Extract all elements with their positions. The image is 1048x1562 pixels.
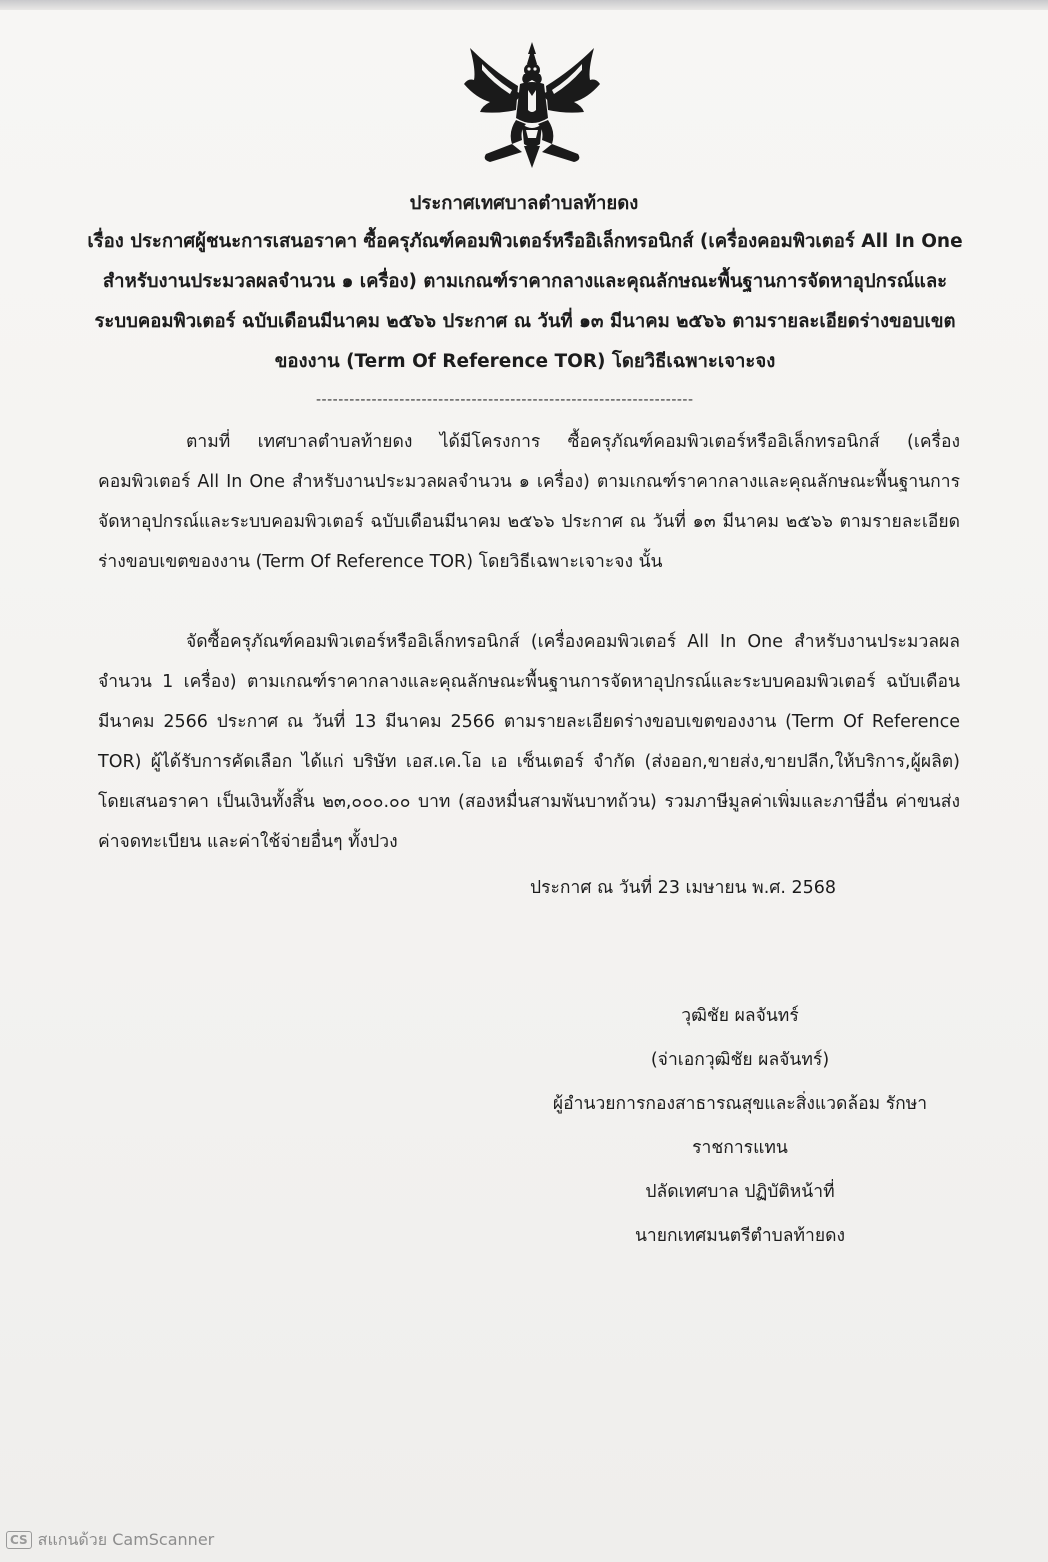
- signer-position-2: ราชการแทน: [692, 1138, 788, 1158]
- camscanner-watermark: [6, 1526, 214, 1554]
- signer-full-name: (จ่าเอกวุฒิชัย ผลจันทร์): [650, 1050, 830, 1070]
- signer-name: วุฒิชัย ผลจันทร์: [681, 1006, 799, 1026]
- garuda-emblem: [462, 40, 602, 172]
- scan-top-edge: [0, 0, 1048, 10]
- section-divider: --------------------------------------------------------------------: [316, 392, 694, 408]
- body-paragraph-2: จัดซื้อครุภัณฑ์คอมพิวเตอร์หรืออิเล็กทรอนิกส์ (เครื่องคอมพิวเตอร์ All In One สำหรับงานประมวลผลจำนวน 1 เครื่อง) ตามเกณฑ์ราคากลางและคุณลักษณะพื้นฐานการจัดหาอุปกรณ์และระบบคอมพิวเตอร์ ฉบับเดือนมีนาคม 2566 ประกาศ ณ วันที่ 13 มีนาคม 2566 ตามรายละเอียดร่างขอบเขตของงาน (Term Of Reference TOR) ผู้ได้รับการคัดเลือก ได้แก่ บริษัท เอส.เค.โอ เอ เซ็นเตอร์ จำกัด (ส่งออก,ขายส่ง,ขายปลีก,ให้บริการ,ผู้ผลิต) โดยเสนอราคา เป็นเงินทั้งสิ้น ๒๓,๐๐๐.๐๐ บาท (สองหมื่นสามพันบาทถ้วน) รวมภาษีมูลค่าเพิ่มและภาษีอื่น ค่าขนส่ง ค่าจดทะเบียน และค่าใช้จ่ายอื่นๆ ทั้งปวง: [98, 632, 960, 852]
- office-title: ประกาศเทศบาลตำบลท้ายดง: [409, 193, 639, 214]
- body-paragraph-1: ตามที่ เทศบาลตำบลท้ายดง ได้มีโครงการ ซื้อครุภัณฑ์คอมพิวเตอร์หรืออิเล็กทรอนิกส์ (เครื่องคอมพิวเตอร์ All In One สำหรับงานประมวลผลจำนวน ๑ เครื่อง) ตามเกณฑ์ราคากลางและคุณลักษณะพื้นฐานการจัดหาอุปกรณ์และระบบคอมพิวเตอร์ ฉบับเดือนมีนาคม ๒๕๖๖ ประกาศ ณ วันที่ ๑๓ มีนาคม ๒๕๖๖ ตามรายละเอียดร่างขอบเขตของงาน (Term Of Reference TOR) โดยวิธีเฉพาะเจาะจง นั้น: [98, 432, 960, 572]
- signer-position-1: ผู้อำนวยการกองสาธารณสุขและสิ่งแวดล้อม รักษา: [552, 1094, 928, 1114]
- camscanner-text: สแกนด้วย CamScanner: [37, 1529, 215, 1549]
- signature-block: [520, 994, 960, 1258]
- announcement-subject: เรื่อง ประกาศผู้ชนะการเสนอราคา ซื้อครุภัณฑ์คอมพิวเตอร์หรืออิเล็กทรอนิกส์ (เครื่องคอมพิวเตอร์ All In One สำหรับงานประมวลผลจำนวน ๑ เครื่อง) ตามเกณฑ์ราคากลางและคุณลักษณะพื้นฐานการจัดหาอุปกรณ์และระบบคอมพิวเตอร์ ฉบับเดือนมีนาคม ๒๕๖๖ ประกาศ ณ วันที่ ๑๓ มีนาคม ๒๕๖๖ ตามรายละเอียดร่างขอบเขตของงาน (Term Of Reference TOR) โดยวิธีเฉพาะเจาะจง: [87, 231, 963, 372]
- signer-position-3: ปลัดเทศบาล ปฏิบัติหน้าที่: [645, 1182, 835, 1202]
- camscanner-badge-icon: CS: [6, 1531, 32, 1549]
- announce-date: ประกาศ ณ วันที่ 23 เมษายน พ.ศ. 2568: [530, 878, 837, 898]
- signer-position-4: นายกเทศมนตรีตำบลท้ายดง: [634, 1226, 846, 1246]
